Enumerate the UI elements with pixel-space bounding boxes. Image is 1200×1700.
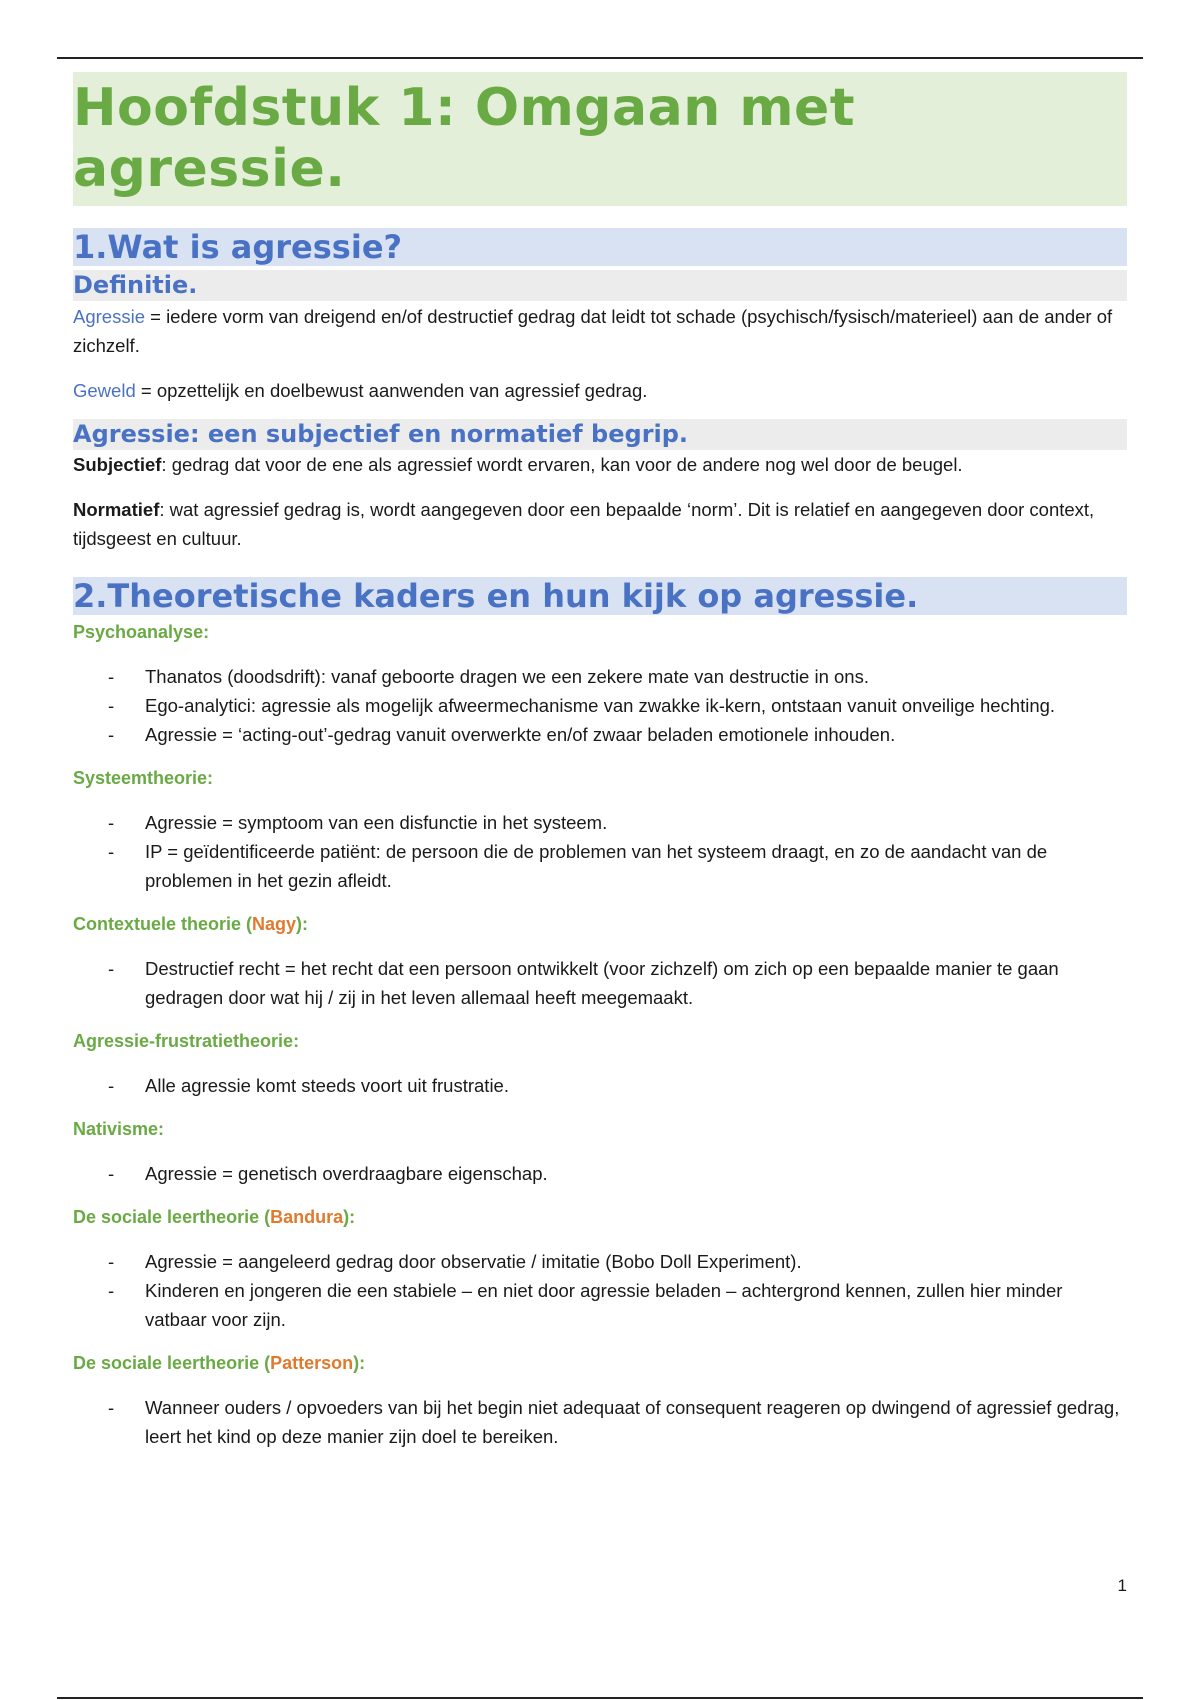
list-item [73, 720, 1127, 749]
theory-list [73, 662, 1127, 749]
list-item-text: Alle agressie komt steeds voort uit frustratie. [145, 1075, 509, 1096]
subjective-normative-heading: Agressie: een subjectief en normatief begrip. [73, 419, 1127, 450]
theorist-name: Nagy [252, 914, 297, 934]
theory-heading: Nativisme: [73, 1119, 165, 1139]
definition-agressie [73, 302, 1127, 360]
list-item [73, 662, 1127, 691]
header-rule [57, 57, 1143, 59]
theory-heading-suffix: ): [343, 1207, 356, 1227]
theory-heading-suffix: ): [353, 1353, 366, 1373]
bullet-dash: - [108, 1075, 115, 1096]
term-geweld: Geweld [73, 380, 136, 401]
theory-heading [73, 1350, 1127, 1376]
theory-list [73, 808, 1127, 895]
theory-heading: Psychoanalyse: [73, 622, 210, 642]
list-item [73, 1159, 1127, 1188]
list-item [73, 1247, 1127, 1276]
list-item-text: Agressie = symptoom van een disfunctie in het systeem. [145, 812, 608, 833]
bullet-dash: - [108, 958, 115, 979]
list-item [73, 1393, 1127, 1451]
term-normatief: Normatief [73, 499, 160, 520]
bullet-dash: - [108, 841, 115, 862]
list-item-text: IP = geïdentificeerde patiënt: de persoon die de problemen van het systeem draagt, en zo de aandacht van de problemen in het gezin afleidt. [145, 841, 1048, 891]
bullet-dash: - [108, 1397, 115, 1418]
theorist-name: Patterson [270, 1353, 354, 1373]
term-agressie: Agressie [73, 306, 145, 327]
list-item-text: Ego-analytici: agressie als mogelijk afweermechanisme van zwakke ik-kern, ontstaan vanuit onveilige hechting. [145, 695, 1056, 716]
bullet-dash: - [108, 724, 115, 745]
list-item [73, 691, 1127, 720]
list-item [73, 808, 1127, 837]
list-item-text: Agressie = ‘acting-out’-gedrag vanuit overwerkte en/of zwaar beladen emotionele inhouden. [145, 724, 896, 745]
list-item-text: Destructief recht = het recht dat een persoon ontwikkelt (voor zichzelf) om zich op een bepaalde manier te gaan gedragen door wat hij / zij in het leven allemaal heeft meegemaakt. [145, 958, 1059, 1008]
bullet-dash: - [108, 666, 115, 687]
section-1-heading: 1.Wat is agressie? [73, 228, 1127, 266]
list-item-text: Agressie = aangeleerd gedrag door observatie / imitatie (Bobo Doll Experiment). [145, 1251, 802, 1272]
theory-heading [73, 911, 1127, 937]
theory-heading-suffix: ): [296, 914, 309, 934]
theory-list [73, 1159, 1127, 1188]
bullet-dash: - [108, 1251, 115, 1272]
list-item [73, 837, 1127, 895]
title-block [73, 72, 1127, 206]
definition-agressie-text: = iedere vorm van dreigend en/of destructief gedrag dat leidt tot schade (psychisch/fysisch/materieel) aan de ander of zichzelf. [73, 306, 1113, 356]
theory-heading: Agressie-frustratietheorie: [73, 1031, 300, 1051]
theory-heading-text: De sociale leertheorie ( [73, 1207, 271, 1227]
subjective-text: : gedrag dat voor de ene als agressief wordt ervaren, kan voor de andere nog wel door de beugel. [161, 454, 963, 475]
bullet-dash: - [108, 695, 115, 716]
normative-text: : wat agressief gedrag is, wordt aangegeven door een bepaalde ‘norm’. Dit is relatief en aangegeven door context, tijdsgeest en cultuur. [73, 499, 1095, 549]
list-item-text: Wanneer ouders / opvoeders van bij het begin niet adequaat of consequent reageren op dwingend of agressief gedrag, leert het kind op deze manier zijn doel te bereiken. [145, 1397, 1120, 1447]
normative-paragraph [73, 495, 1127, 553]
list-item [73, 1276, 1127, 1334]
bullet-dash: - [108, 1280, 115, 1301]
theory-list [73, 1247, 1127, 1334]
list-item-text: Kinderen en jongeren die een stabiele – en niet door agressie beladen – achtergrond kennen, zullen hier minder vatbaar voor zijn. [145, 1280, 1063, 1330]
theory-list [73, 1071, 1127, 1100]
theory-heading [73, 1204, 1127, 1230]
theory-list [73, 1393, 1127, 1451]
bullet-dash: - [108, 812, 115, 833]
theorist-name: Bandura [270, 1207, 344, 1227]
document-page [73, 72, 1127, 1451]
term-subjectief: Subjectief [73, 454, 162, 475]
list-item-text: Thanatos (doodsdrift): vanaf geboorte dragen we een zekere mate van destructie in ons. [145, 666, 869, 687]
subjective-paragraph [73, 450, 1127, 479]
definition-heading: Definitie. [73, 270, 1127, 301]
theory-heading: Systeemtheorie: [73, 768, 214, 788]
section-2-heading: 2.Theoretische kaders en hun kijk op agressie. [73, 577, 1127, 615]
list-item-text: Agressie = genetisch overdraagbare eigenschap. [145, 1163, 548, 1184]
page-title: Hoofdstuk 1: Omgaan met agressie. [73, 78, 856, 199]
definition-geweld [73, 376, 1127, 405]
theory-heading-text: Contextuele theorie ( [73, 914, 253, 934]
page-number: 1 [1117, 1576, 1127, 1595]
list-item [73, 954, 1127, 1012]
list-item [73, 1071, 1127, 1100]
bullet-dash: - [108, 1163, 115, 1184]
theory-heading-text: De sociale leertheorie ( [73, 1353, 271, 1373]
definition-geweld-text: = opzettelijk en doelbewust aanwenden van agressief gedrag. [135, 380, 648, 401]
footer-rule [57, 1697, 1143, 1699]
theory-list [73, 954, 1127, 1012]
